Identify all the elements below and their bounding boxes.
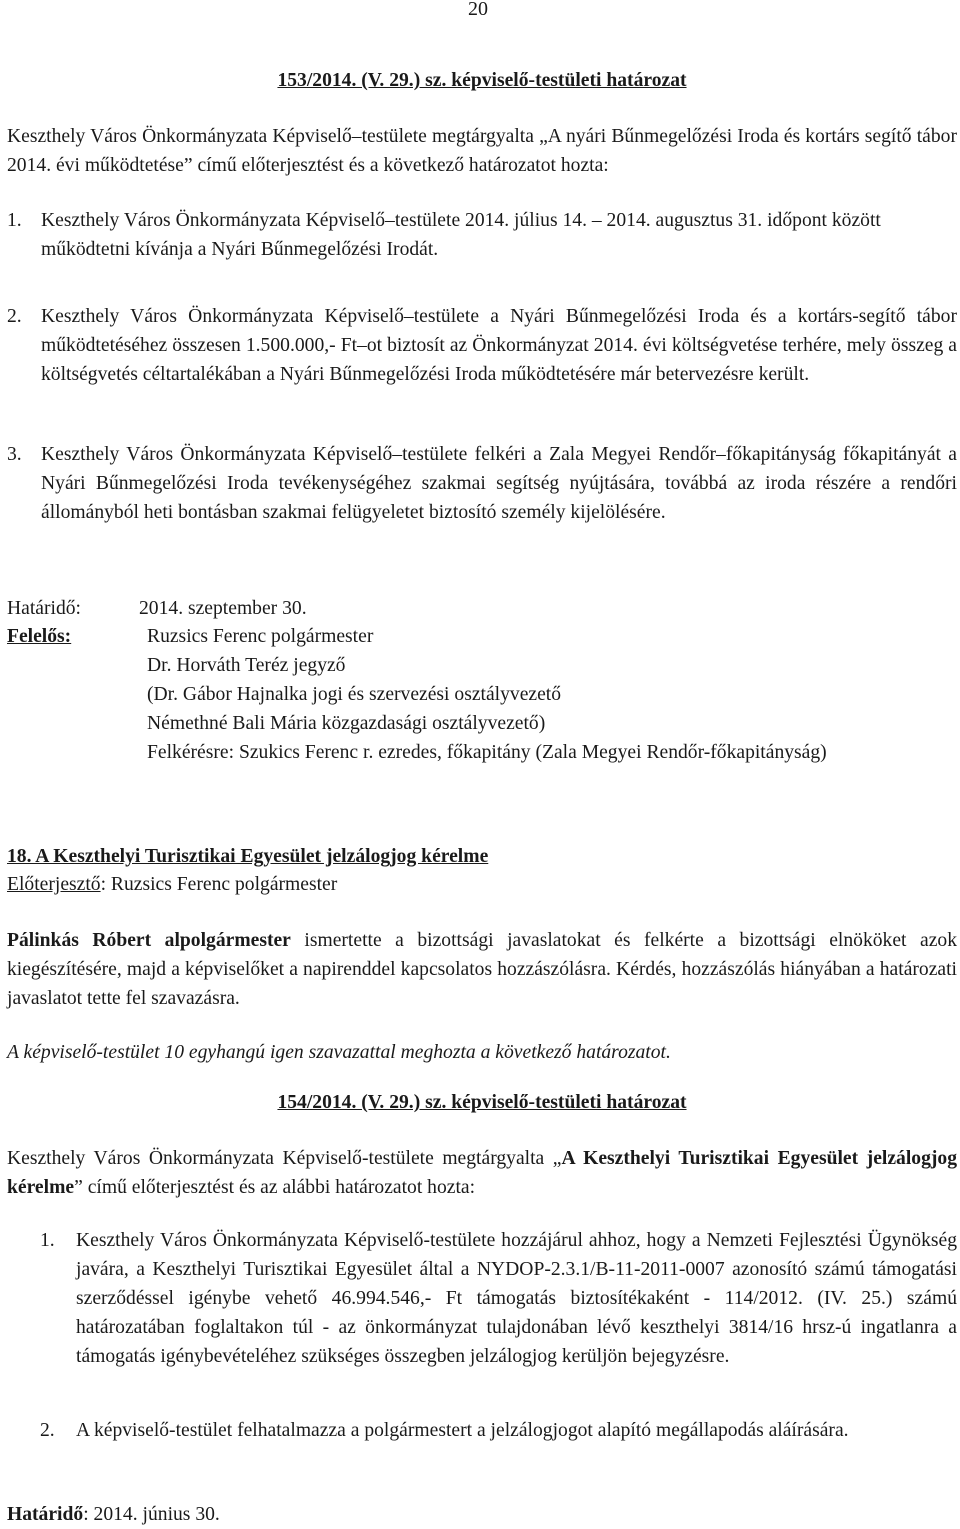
responsible-block <box>7 622 957 767</box>
item-number: 1. <box>40 1230 55 1251</box>
item-number: 2. <box>7 306 22 327</box>
deadline-row <box>7 594 957 623</box>
responsible-line: Némethné Bali Mária közgazdasági osztályvezető) <box>147 713 546 734</box>
resolution-154-item-2 <box>40 1416 957 1445</box>
item-text: Keszthely Város Önkormányzata Képviselő–testülete a Nyári Bűnmegelőzési Iroda és a kortárs-segítő tábor működtetéséhez összesen 1.500.000,- Ft–ot biztosít az Önkormányzat 2014. évi költségvetése terhére, mely összeg a költségvetés céltartalékában a Nyári Bűnmegelőzési Iroda működtetésére már betervezésre került. <box>41 306 957 385</box>
resolution-153-intro: Keszthely Város Önkormányzata Képviselő–testülete megtárgyalta „A nyári Bűnmegelőzési Iroda és kortárs segítő tábor 2014. évi működtetése” című előterjesztést és a következő határozatot hozta: <box>7 126 957 176</box>
deadline-value: 2014. szeptember 30. <box>139 598 307 619</box>
item-number: 3. <box>7 444 22 465</box>
section-heading: 18. A Keszthelyi Turisztikai Egyesület jelzálogjog kérelme <box>7 846 489 867</box>
discussion-text: ismertette a bizottsági javaslatokat és felkérte a bizottsági elnököket azok kiegészítésére, majd a képviselőket a napirenddel kapcsolatos hozzászólásra. Kérdés, hozzászólás hiányában a határozati javaslatot tette fel szavazásra. <box>7 930 957 1009</box>
resolution-153-item-2 <box>7 302 957 389</box>
item-text: A képviselő-testület felhatalmazza a polgármestert a jelzálogjogot alapító megállapodás aláírására. <box>76 1420 849 1441</box>
page-number: 20 <box>468 0 488 20</box>
discussion-paragraph <box>7 926 957 1013</box>
responsible-line: Ruzsics Ferenc polgármester <box>147 626 374 647</box>
item-text: Keszthely Város Önkormányzata Képviselő–testülete felkéri a Zala Megyei Rendőr–főkapitányság főkapitányát a Nyári Bűnmegelőzési Iroda tevékenységéhez szakmai segítség nyújtására, továbbá az iroda részére a rendőri állományból heti bontásban szakmai felügyeletet biztosító személy kijelölésére. <box>41 444 957 523</box>
deadline-label: Határidő <box>7 1504 84 1525</box>
intro-text-start: Keszthely Város Önkormányzata Képviselő-testülete megtárgyalta „ <box>7 1148 562 1169</box>
speaker-name: Pálinkás Róbert alpolgármester <box>7 930 291 951</box>
intro-text-end: ” című előterjesztést és az alábbi határozatot hozta: <box>74 1177 476 1198</box>
resolution-154-title: 154/2014. (V. 29.) sz. képviselő-testületi határozat <box>277 1092 687 1113</box>
responsible-line: Dr. Horváth Teréz jegyző <box>147 655 346 676</box>
resolution-153-item-3 <box>7 440 957 527</box>
request-line: Felkérésre: Szukics Ferenc r. ezredes, főkapitány (Zala Megyei Rendőr-főkapitányság) <box>147 742 827 763</box>
resolution-153-title: 153/2014. (V. 29.) sz. képviselő-testületi határozat <box>277 70 687 91</box>
responsible-line: (Dr. Gábor Hajnalka jogi és szervezési osztályvezető <box>147 684 562 705</box>
resolution-154-item-1 <box>40 1226 957 1371</box>
presenter-line <box>7 870 957 899</box>
deadline-value: : 2014. június 30. <box>83 1504 220 1525</box>
deadline-label: Határidő: <box>7 598 81 619</box>
resolution-153-item-1 <box>7 206 957 264</box>
vote-statement: A képviselő-testület 10 egyhangú igen szavazattal meghozta a következő határozatot. <box>7 1042 671 1063</box>
item-number: 2. <box>40 1420 55 1441</box>
intro-subject: A Keszthelyi Turisztikai Egyesület jelzálogjog kérelme <box>7 1148 957 1198</box>
responsible-label: Felelős: <box>7 626 72 647</box>
presenter-value: : Ruzsics Ferenc polgármester <box>100 874 338 895</box>
resolution-154-intro <box>7 1144 957 1202</box>
deadline-row-154 <box>7 1500 957 1529</box>
presenter-label: Előterjesztő <box>7 874 101 895</box>
item-text: Keszthely Város Önkormányzata Képviselő-testülete hozzájárul ahhoz, hogy a Nemzeti Fejlesztési Ügynökség javára, a Keszthelyi Turisztikai Egyesület által a NYDOP-2.3.1/B-11-2011-0007 azonosító számú támogatási szerződéssel igénybe vehető 46.994.546,- Ft támogatás biztosítékaként - 114/2012. (IV. 25.) számú határozatában foglaltakon túl - az önkormányzat tulajdonában lévő keszthelyi 3814/16 hrsz-ú ingatlanra a támogatás igénybevételéhez szükséges összegben jelzálogjog kerüljön bejegyzésre. <box>76 1230 957 1367</box>
item-number: 1. <box>7 210 22 231</box>
item-text: Keszthely Város Önkormányzata Képviselő–testülete 2014. július 14. – 2014. augusztus 31. időpont között működtetni kívánja a Nyári Bűnmegelőzési Irodát. <box>41 210 881 260</box>
